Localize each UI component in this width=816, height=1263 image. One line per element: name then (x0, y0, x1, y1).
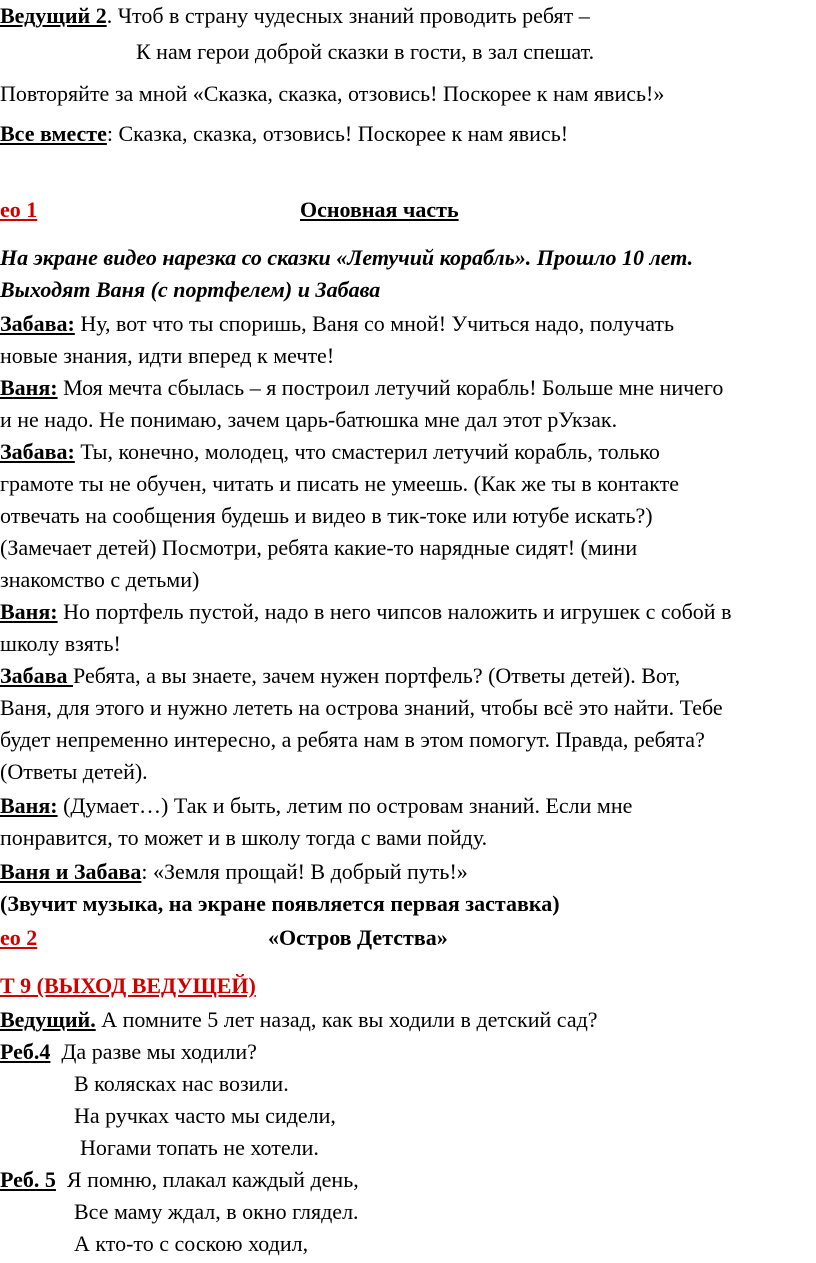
speaker-label: Ваня: (0, 375, 58, 400)
speaker-label: Все вместе (0, 121, 107, 146)
poem-line: На ручках часто мы сидели, (74, 1103, 336, 1128)
dialogue-line: Забава: Ну, вот что ты споришь, Ваня со мной! Учиться надо, получать (0, 311, 675, 336)
dialogue-line: (Ответы детей). (0, 759, 148, 784)
stage-direction: Выходят Ваня (с портфелем) и Забава (0, 277, 381, 302)
dialogue-line: Ваня: (Думает…) Так и быть, летим по островам знаний. Если мне (0, 793, 633, 818)
dialogue-line: отвечать на сообщения будешь и видео в тик-токе или ютубе искать?) (0, 503, 653, 528)
speaker-label: Ваня и Забава (0, 859, 142, 884)
poem-line: А кто-то с соскою ходил, (74, 1231, 309, 1256)
poem-line: Все маму ждал, в окно глядел. (74, 1199, 359, 1224)
video-label-1: ео 1 (0, 197, 38, 222)
dialogue-line: (Замечает детей) Посмотри, ребята какие-то нарядные сидят! (мини (0, 535, 638, 560)
host2-line-2: К нам герои доброй сказки в гости, в зал спешат. (136, 39, 595, 64)
speaker-label: Ведущий. (0, 1007, 96, 1032)
dialogue-line: Ваня: Но портфель пустой, надо в него чипсов наложить и игрушек с собой в (0, 599, 732, 624)
dialogue-line: Ваня: Моя мечта сбылась – я построил летучий корабль! Больше мне ничего (0, 375, 724, 400)
dialogue-line: и не надо. Не понимаю, зачем царь-батюшка мне дал этот рУкзак. (0, 407, 618, 432)
section-title-main: Основная часть (300, 197, 459, 222)
dialogue-line: Ваня, для этого и нужно лететь на острова знаний, чтобы всё это найти. Тебе (0, 695, 723, 720)
speaker-label: Ведущий 2 (0, 3, 107, 28)
dialogue-line: школу взять! (0, 631, 121, 656)
speaker-label: Реб.4 (0, 1039, 51, 1064)
host-line: Ведущий. А помните 5 лет назад, как вы ходили в детский сад? (0, 1007, 598, 1032)
dialogue-line: новые знания, идти вперед к мечте! (0, 343, 335, 368)
dialogue-line: знакомство с детьми) (0, 567, 200, 592)
video-label-2: ео 2 (0, 925, 38, 950)
dialogue-line: будет непременно интересно, а ребята нам в этом помогут. Правда, ребята? (0, 727, 705, 752)
all-together-line: Все вместе: Сказка, сказка, отзовись! Поскорее к нам явись! (0, 121, 569, 146)
speaker-label: Реб. 5 (0, 1167, 56, 1192)
speaker-label: Забава (0, 663, 73, 688)
host2-line-1: Ведущий 2. Чтоб в страну чудесных знаний проводить ребят – (0, 3, 590, 28)
dialogue-line: грамоте ты не обучен, читать и писать не умеешь. (Как же ты в контакте (0, 471, 680, 496)
speaker-label: Ваня: (0, 793, 58, 818)
poem-line: Ногами топать не хотели. (80, 1135, 319, 1160)
speaker-label: Забава: (0, 311, 75, 336)
child4-line: Реб.4 Да разве мы ходили? (0, 1039, 257, 1064)
section-title-island: «Остров Детства» (268, 925, 448, 950)
dialogue-line: Забава: Ты, конечно, молодец, что смастерил летучий корабль, только (0, 439, 660, 464)
music-note: (Звучит музыка, на экране появляется первая заставка) (0, 891, 560, 916)
dialogue-line: понравится, то может и в школу тогда с вами пойду. (0, 825, 488, 850)
speaker-label: Забава: (0, 439, 75, 464)
track-label: Т 9 (ВЫХОД ВЕДУЩЕЙ) (0, 973, 256, 998)
speaker-label: Ваня: (0, 599, 58, 624)
poem-line: В колясках нас возили. (74, 1071, 289, 1096)
dialogue-line: Забава Ребята, а вы знаете, зачем нужен портфель? (Ответы детей). Вот, (0, 663, 681, 688)
host2-line-3: Повторяйте за мной «Сказка, сказка, отзовись! Поскорее к нам явись!» (0, 81, 665, 106)
dialogue-line: Ваня и Забава: «Земля прощай! В добрый путь!» (0, 859, 468, 884)
child5-line: Реб. 5 Я помню, плакал каждый день, (0, 1167, 359, 1192)
stage-direction: На экране видео нарезка со сказки «Летучий корабль». Прошло 10 лет. (0, 245, 694, 270)
